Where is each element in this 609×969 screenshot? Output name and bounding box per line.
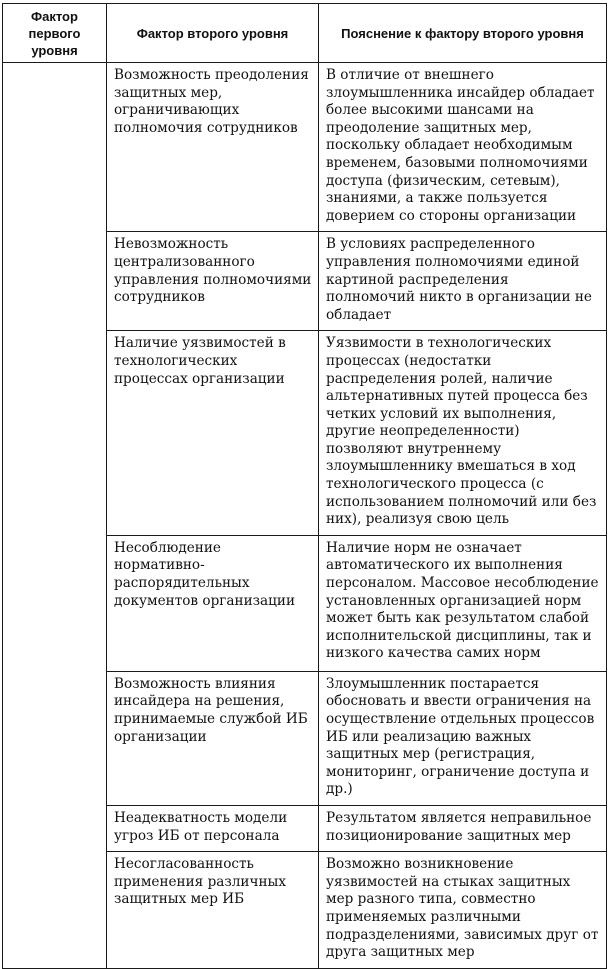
first-level-factor-cell	[3, 63, 107, 969]
table-row	[3, 63, 607, 232]
explanation-cell: Возможно возникновение уязвимостей на стыках защитных мер разного типа, совместно применяемых различными подразделениями, зависимых друг от друга защитных мер	[319, 852, 607, 969]
factors-table	[2, 3, 607, 969]
explanation-cell: Результатом является неправильное позиционирование защитных мер	[319, 806, 607, 852]
explanation-cell: В отличие от внешнего злоумышленника инсайдер обладает более высокими шансами на преодоление защитных мер, поскольку обладает необходимым временем, базовыми полномочиями доступа (физическим, сетевым), знаниями, а также пользуется доверием со стороны организации	[319, 63, 607, 232]
explanation-cell: В условиях распределенного управления полномочиями единой картиной распределения полномочий никто в организации не обладает	[319, 232, 607, 331]
explanation-cell: Наличие норм не означает автоматического их выполнения персоналом. Массовое несоблюдение установленных организацией норм может быть как результатом слабой исполнительской дисциплины, так и низкого качества самих норм	[319, 535, 607, 671]
second-level-factor-cell: Наличие уязвимостей в технологических процессах организации	[107, 331, 319, 536]
second-level-factor-cell: Несоблюдение нормативно-распорядительных документов организации	[107, 535, 319, 671]
header-explanation: Пояснение к фактору второго уровня	[319, 4, 607, 63]
explanation-cell: Уязвимости в технологических процессах (недостатки распределения ролей, наличие альтернативных путей процесса без четких условий их выполнения, другие неопределенности) позволяют внутреннему злоумышленнику вмешаться в ход технологического процесса (с использованием полномочий или без них), реализуя свою цель	[319, 331, 607, 536]
second-level-factor-cell: Возможность влияния инсайдера на решения, принимаемые службой ИБ организации	[107, 671, 319, 805]
second-level-factor-cell: Возможность преодоления защитных мер, ограничивающих полномочия сотрудников	[107, 63, 319, 232]
second-level-factor-cell: Несогласованность применения различных защитных мер ИБ	[107, 852, 319, 969]
header-second-level-factor: Фактор второго уровня	[107, 4, 319, 63]
explanation-cell: Злоумышленник постарается обосновать и ввести ограничения на осуществление отдельных процессов ИБ или реализацию важных защитных мер (регистрация, мониторинг, ограничение доступа и др.)	[319, 671, 607, 805]
header-first-level-factor: Фактор первого уровня	[3, 4, 107, 63]
second-level-factor-cell: Неадекватность модели угроз ИБ от персонала	[107, 806, 319, 852]
document-page	[2, 3, 606, 961]
table-header-row	[3, 4, 607, 63]
second-level-factor-cell: Невозможность централизованного управления полномочиями сотрудников	[107, 232, 319, 331]
